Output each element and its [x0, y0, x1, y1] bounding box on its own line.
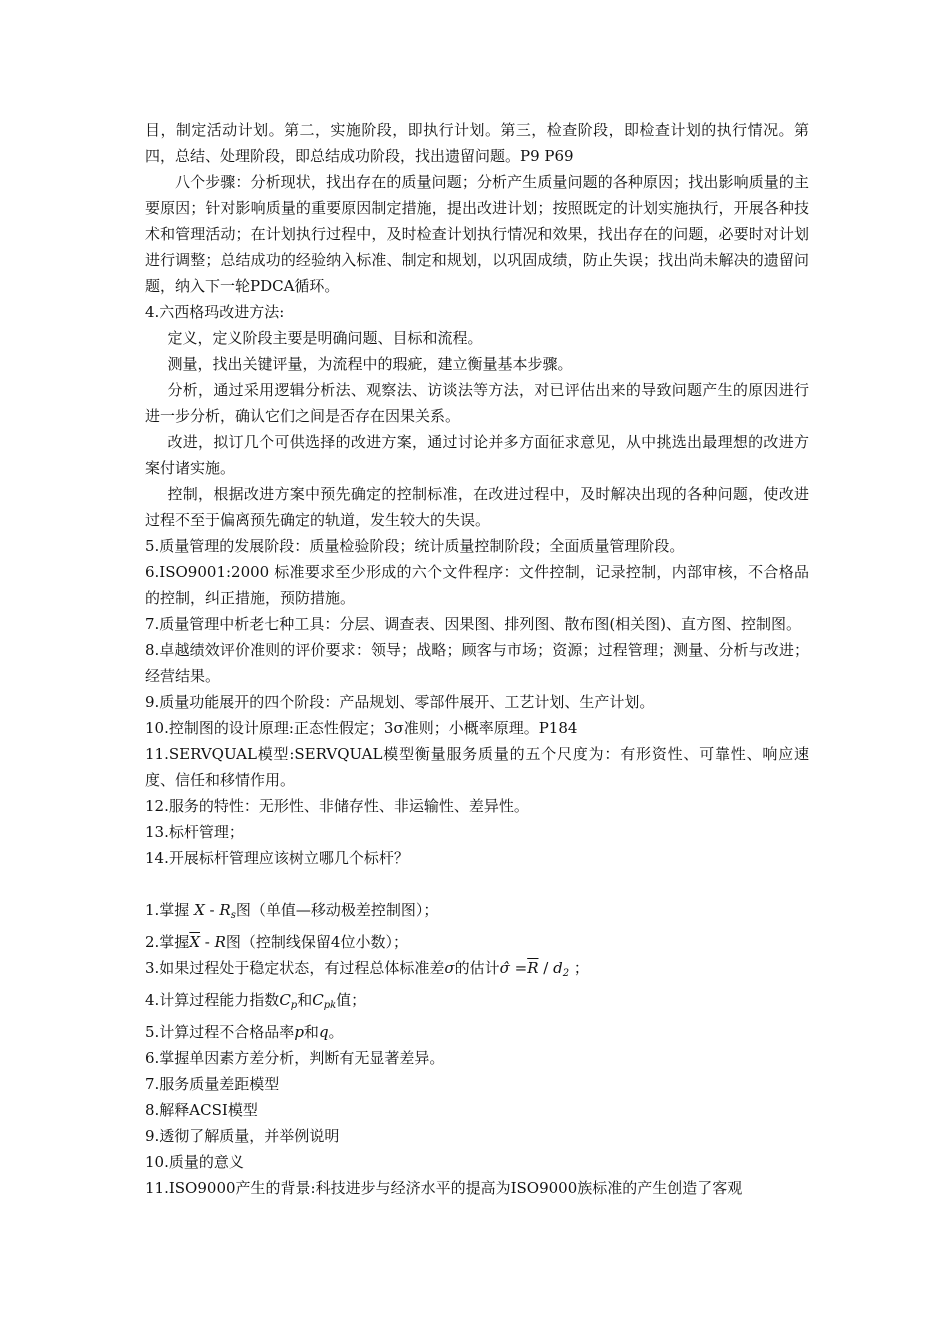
list2-item-11: 11.ISO9000产生的背景:科技进步与经济水平的提高为ISO9000族标准的产生创造了客观 [145, 1179, 743, 1197]
list2-item-10: 10.质量的意义 [145, 1153, 244, 1171]
item-8: 8.卓越绩效评价准则的评价要求：领导；战略；顾客与市场；资源；过程管理；测量、分析与改进；经营结果。 [145, 641, 809, 685]
item-14: 14.开展标杆管理应该树立哪几个标杆？ [145, 849, 409, 867]
item-7: 7.质量管理中析老七种工具：分层、调查表、因果图、排列图、散布图(相关图)、直方图、控制图。 [145, 615, 802, 633]
item-11: 11.SERVQUAL模型:SERVQUAL模型衡量服务质量的五个尺度为：有形资性、可靠性、响应速度、信任和移情作用。 [145, 745, 809, 789]
list2-item-1: 1.掌握 X - $R_s$图（单值—移动极差控制图）； [145, 901, 439, 921]
paragraph-control: 控制，根据改进方案中预先确定的控制标准，在改进过程中，及时解决出现的各种问题，使改进过程不至于偏离预先确定的轨道，发生较大的失误。 [145, 485, 809, 529]
paragraph-eight-steps: 八个步骤：分析现状，找出存在的质量问题；分析产生质量问题的各种原因；找出影响质量的主要原因；针对影响质量的重要原因制定措施，提出改进计划；按照既定的计划实施执行，开展各种技术和管理活动；在计划执行过程中，及时检查计划执行情况和效果，找出存在的问题，必要时对计划进行调整；总结成功的经验纳入标准、制定和规划，以巩固成绩，防止失误；找出尚未解决的遗留问题，纳入下一轮PDCA循环。 [145, 173, 809, 295]
list2-item-9: 9.透彻了解质量，并举例说明 [145, 1127, 340, 1145]
paragraph-define: 定义，定义阶段主要是明确问题、目标和流程。 [167, 329, 483, 347]
paragraph-analyze: 分析，通过采用逻辑分析法、观察法、访谈法等方法，对已评估出来的导致问题产生的原因进行进一步分析，确认它们之间是否存在因果关系。 [145, 381, 809, 425]
paragraph-measure: 测量，找出关键评量，为流程中的瑕疵，建立衡量基本步骤。 [167, 355, 573, 373]
item-10: 10.控制图的设计原理:正态性假定；3σ准则；小概率原理。P184 [145, 719, 578, 737]
item-12: 12.服务的特性：无形性、非储存性、非运输性、差异性。 [145, 797, 529, 815]
list2-item-4: 4.计算过程能力指数$C_p$和$C_{pk}$值； [145, 991, 367, 1011]
item-5: 5.质量管理的发展阶段：质量检验阶段；统计质量控制阶段；全面质量管理阶段。 [145, 537, 685, 555]
list2-item-5: 5.计算过程不合格品率p和q。 [145, 1023, 344, 1041]
paragraph-improve: 改进，拟订几个可供选择的改进方案，通过讨论并多方面征求意见，从中挑选出最理想的改进方案付诸实施。 [145, 433, 809, 477]
section-gap [145, 871, 809, 897]
heading-six-sigma: 4.六西格玛改进方法: [145, 303, 285, 321]
list2-item-6: 6.掌握单因素方差分析，判断有无显著差异。 [145, 1049, 445, 1067]
list2-item-2: 2.掌握$\overline{X}$ - R图（控制线保留4位小数）； [145, 933, 408, 951]
list2-item-8: 8.解释ACSI模型 [145, 1101, 258, 1119]
paragraph-pdca-stages: 目，制定活动计划。第二，实施阶段，即执行计划。第三，检查阶段，即检查计划的执行情况。第四，总结、处理阶段，即总结成功阶段，找出遗留问题。P9 P69 [145, 121, 809, 165]
document-page [145, 117, 809, 1201]
item-13: 13.标杆管理； [145, 823, 244, 841]
item-9: 9.质量功能展开的四个阶段：产品规划、零部件展开、工艺计划、生产计划。 [145, 693, 655, 711]
list2-item-3: 3.如果过程处于稳定状态，有过程总体标准差σ的估计σ̂ $=\overline{R} / d_2$ ； [145, 959, 589, 979]
list2-item-7: 7.服务质量差距模型 [145, 1075, 280, 1093]
item-6: 6.ISO9001:2000 标准要求至少形成的六个文件程序：文件控制，记录控制，内部审核，不合格品的控制，纠正措施，预防措施。 [145, 563, 809, 607]
